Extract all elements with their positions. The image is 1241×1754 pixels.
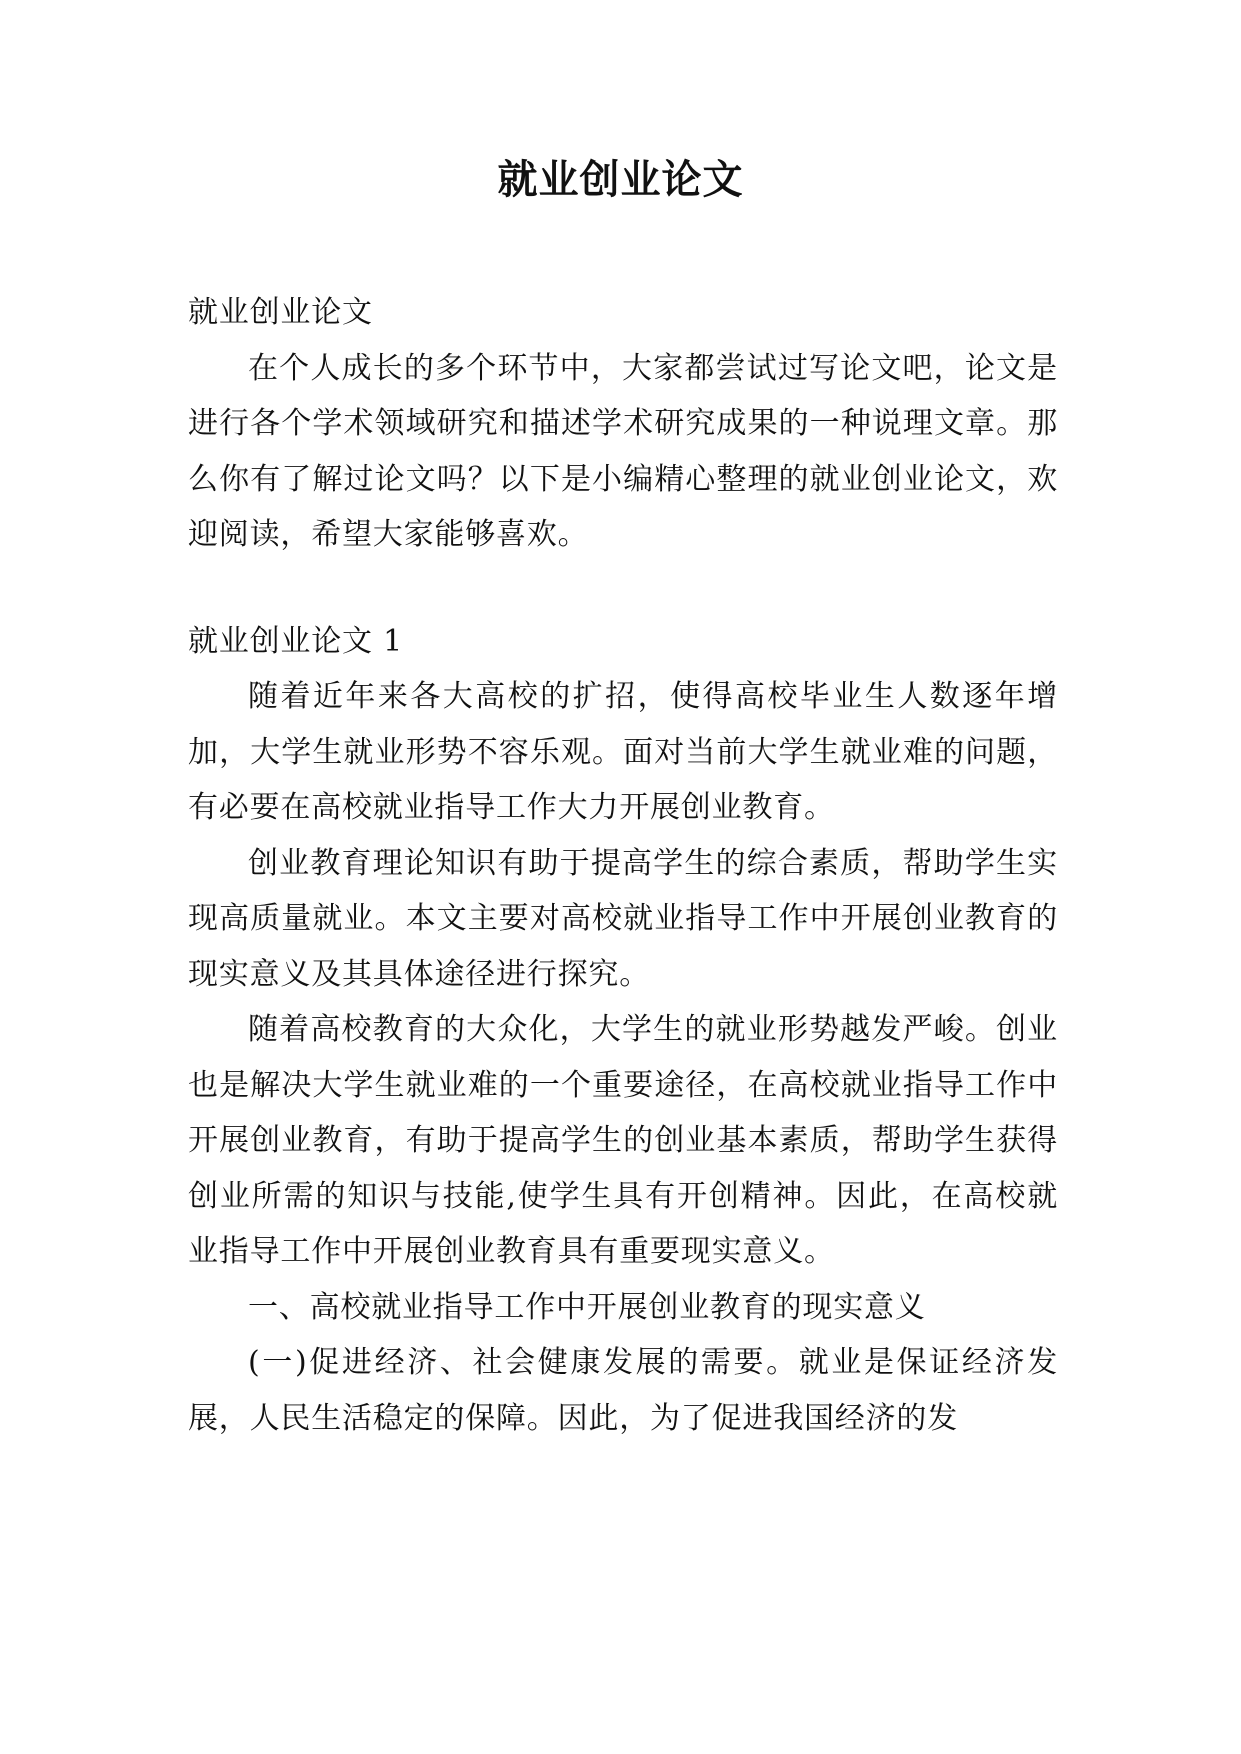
intro-paragraph: 在个人成长的多个环节中，大家都尝试过写论文吧，论文是进行各个学术领域研究和描述学术研究成果的一种说理文章。那么你有了解过论文吗？以下是小编精心整理的就业创业论文，欢迎阅读，希望大家能够喜欢。 [188, 350, 1058, 552]
document-subtitle: 就业创业论文 [188, 295, 373, 330]
body-paragraph: (一)促进经济、社会健康发展的需要。就业是保证经济发展，人民生活稳定的保障。因此，为了促进我国经济的发 [188, 1345, 1058, 1436]
body-paragraph: 随着高校教育的大众化，大学生的就业形势越发严峻。创业也是解决大学生就业难的一个重要途径，在高校就业指导工作中开展创业教育，有助于提高学生的创业基本素质，帮助学生获得创业所需的知识与技能,使学生具有开创精神。因此，在高校就业指导工作中开展创业教育具有重要现实意义。 [188, 1012, 1058, 1269]
subsection-heading: 一、高校就业指导工作中开展创业教育的现实意义 [248, 1289, 926, 1325]
body-paragraph: 创业教育理论知识有助于提高学生的综合素质，帮助学生实现高质量就业。本文主要对高校就业指导工作中开展创业教育的现实意义及其具体途径进行探究。 [188, 845, 1058, 992]
section-heading: 就业创业论文 1 [188, 623, 404, 659]
body-paragraph: 随着近年来各大高校的扩招，使得高校毕业生人数逐年增加，大学生就业形势不容乐观。面对当前大学生就业难的问题，有必要在高校就业指导工作大力开展创业教育。 [188, 679, 1058, 825]
document-body [188, 285, 1058, 1446]
document-title: 就业创业论文 [497, 157, 744, 203]
